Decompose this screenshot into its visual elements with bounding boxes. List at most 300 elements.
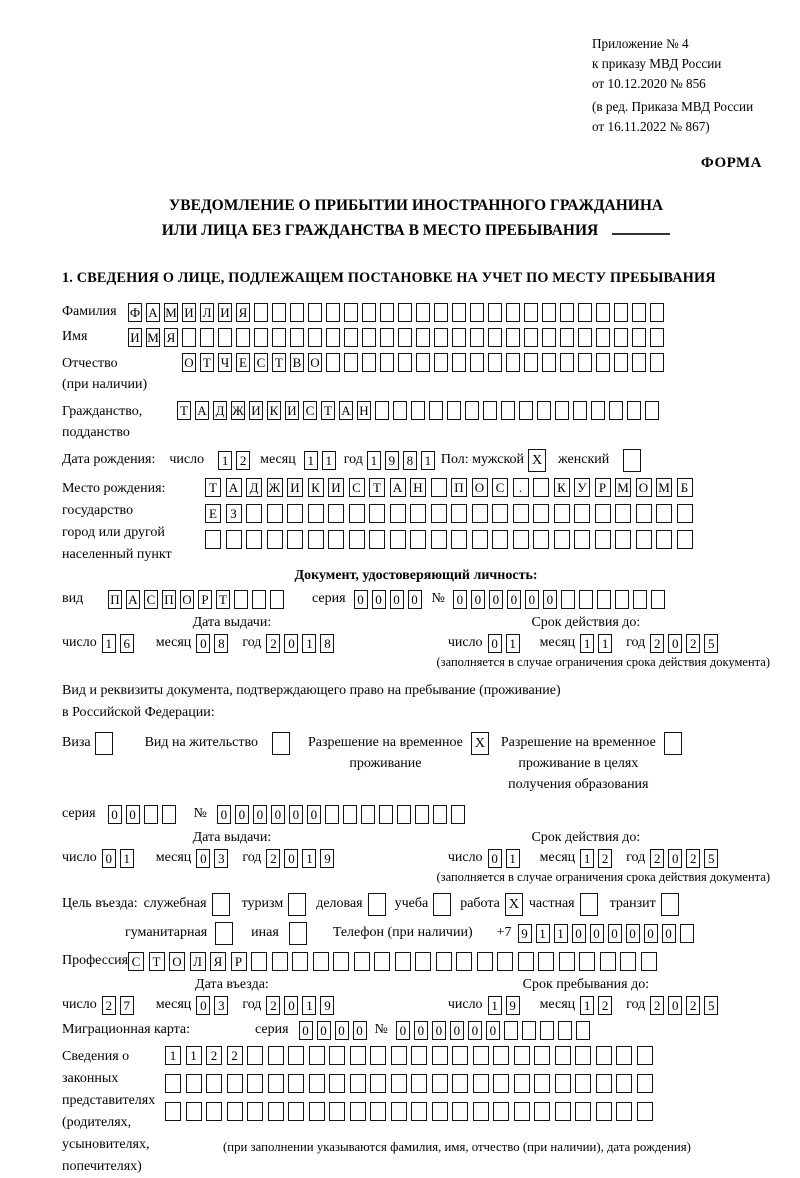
char-box[interactable] xyxy=(227,1074,243,1093)
char-box[interactable] xyxy=(483,401,497,420)
char-box[interactable] xyxy=(328,530,344,549)
char-box[interactable]: 0 xyxy=(488,849,502,868)
char-box[interactable] xyxy=(578,303,592,322)
char-box[interactable] xyxy=(162,805,176,824)
char-box[interactable] xyxy=(370,1046,386,1065)
char-box[interactable] xyxy=(533,530,549,549)
char-box[interactable]: У xyxy=(574,478,590,497)
char-box[interactable] xyxy=(292,952,308,971)
char-box[interactable]: А xyxy=(390,478,406,497)
char-box[interactable]: С xyxy=(349,478,365,497)
char-box[interactable] xyxy=(574,504,590,523)
char-box[interactable] xyxy=(627,401,641,420)
char-box[interactable] xyxy=(560,328,574,347)
char-box[interactable]: 0 xyxy=(414,1021,428,1040)
char-box[interactable]: 1 xyxy=(536,924,550,943)
char-box[interactable]: Я xyxy=(164,328,178,347)
char-box[interactable]: 0 xyxy=(289,805,303,824)
char-box[interactable] xyxy=(288,1102,304,1121)
char-box[interactable]: 1 xyxy=(102,634,116,653)
residence-permit-checkbox[interactable] xyxy=(272,732,290,755)
char-box[interactable] xyxy=(574,530,590,549)
char-box[interactable] xyxy=(205,530,221,549)
char-box[interactable] xyxy=(596,1102,612,1121)
char-box[interactable] xyxy=(416,303,430,322)
char-box[interactable] xyxy=(540,1021,554,1040)
char-box[interactable] xyxy=(637,1102,653,1121)
char-box[interactable] xyxy=(616,1046,632,1065)
char-box[interactable]: И xyxy=(128,328,142,347)
char-box[interactable] xyxy=(522,1021,536,1040)
official-checkbox[interactable] xyxy=(212,893,230,916)
char-box[interactable] xyxy=(308,328,322,347)
char-box[interactable] xyxy=(344,328,358,347)
char-box[interactable]: 2 xyxy=(206,1046,222,1065)
char-box[interactable] xyxy=(524,303,538,322)
char-box[interactable] xyxy=(534,1074,550,1093)
char-box[interactable] xyxy=(434,328,448,347)
char-box[interactable]: 1 xyxy=(302,849,316,868)
char-box[interactable]: О xyxy=(636,478,652,497)
char-box[interactable] xyxy=(397,805,411,824)
char-box[interactable] xyxy=(533,478,549,497)
char-box[interactable] xyxy=(451,504,467,523)
char-box[interactable] xyxy=(268,1046,284,1065)
char-box[interactable]: 0 xyxy=(217,805,231,824)
char-box[interactable] xyxy=(344,353,358,372)
char-box[interactable]: 2 xyxy=(102,996,116,1015)
char-box[interactable] xyxy=(379,805,393,824)
char-box[interactable] xyxy=(542,328,556,347)
char-box[interactable] xyxy=(350,1074,366,1093)
char-box[interactable] xyxy=(504,1021,518,1040)
char-box[interactable]: О xyxy=(308,353,322,372)
char-box[interactable] xyxy=(534,1102,550,1121)
char-box[interactable] xyxy=(451,805,465,824)
char-box[interactable] xyxy=(362,303,376,322)
char-box[interactable] xyxy=(361,805,375,824)
char-box[interactable] xyxy=(290,328,304,347)
char-box[interactable]: А xyxy=(126,590,140,609)
char-box[interactable]: Т xyxy=(321,401,335,420)
sex-female-checkbox[interactable] xyxy=(623,449,641,472)
char-box[interactable] xyxy=(633,590,647,609)
char-box[interactable] xyxy=(452,1074,468,1093)
char-box[interactable]: Т xyxy=(369,478,385,497)
char-box[interactable]: 8 xyxy=(403,451,417,470)
char-box[interactable] xyxy=(447,401,461,420)
char-box[interactable]: 2 xyxy=(686,849,700,868)
char-box[interactable]: 2 xyxy=(686,634,700,653)
char-box[interactable]: С xyxy=(254,353,268,372)
char-box[interactable] xyxy=(234,590,248,609)
char-box[interactable] xyxy=(344,303,358,322)
char-box[interactable] xyxy=(165,1074,181,1093)
char-box[interactable] xyxy=(645,401,659,420)
char-box[interactable] xyxy=(431,530,447,549)
char-box[interactable]: И xyxy=(249,401,263,420)
char-box[interactable]: 0 xyxy=(335,1021,349,1040)
char-box[interactable] xyxy=(473,1074,489,1093)
char-box[interactable]: Т xyxy=(205,478,221,497)
char-box[interactable]: 1 xyxy=(165,1046,181,1065)
char-box[interactable] xyxy=(506,328,520,347)
char-box[interactable] xyxy=(537,401,551,420)
char-box[interactable] xyxy=(329,1046,345,1065)
char-box[interactable]: Н xyxy=(357,401,371,420)
char-box[interactable] xyxy=(579,590,593,609)
char-box[interactable] xyxy=(290,303,304,322)
char-box[interactable] xyxy=(600,952,616,971)
char-box[interactable] xyxy=(473,1046,489,1065)
char-box[interactable]: И xyxy=(218,303,232,322)
other-checkbox[interactable] xyxy=(289,922,307,945)
char-box[interactable] xyxy=(411,1046,427,1065)
char-box[interactable] xyxy=(650,328,664,347)
char-box[interactable]: И xyxy=(287,478,303,497)
char-box[interactable]: 0 xyxy=(354,590,368,609)
char-box[interactable]: П xyxy=(108,590,122,609)
char-box[interactable] xyxy=(614,328,628,347)
char-box[interactable] xyxy=(533,504,549,523)
char-box[interactable] xyxy=(350,1102,366,1121)
char-box[interactable]: И xyxy=(328,478,344,497)
char-box[interactable]: 0 xyxy=(590,924,604,943)
char-box[interactable] xyxy=(333,952,349,971)
char-box[interactable]: 0 xyxy=(126,805,140,824)
char-box[interactable] xyxy=(578,353,592,372)
char-box[interactable]: 0 xyxy=(488,634,502,653)
char-box[interactable] xyxy=(656,504,672,523)
char-box[interactable]: М xyxy=(147,329,159,345)
char-box[interactable] xyxy=(614,303,628,322)
char-box[interactable] xyxy=(254,328,268,347)
char-box[interactable] xyxy=(325,805,339,824)
char-box[interactable] xyxy=(513,504,529,523)
char-box[interactable] xyxy=(390,530,406,549)
char-box[interactable] xyxy=(434,303,448,322)
char-box[interactable] xyxy=(362,353,376,372)
char-box[interactable] xyxy=(391,1074,407,1093)
char-box[interactable]: А xyxy=(339,401,353,420)
char-box[interactable]: К xyxy=(554,478,570,497)
char-box[interactable]: 0 xyxy=(486,1021,500,1040)
char-box[interactable] xyxy=(555,1102,571,1121)
char-box[interactable]: 0 xyxy=(644,924,658,943)
char-box[interactable] xyxy=(506,353,520,372)
char-box[interactable] xyxy=(432,1074,448,1093)
char-box[interactable] xyxy=(560,353,574,372)
char-box[interactable]: О xyxy=(180,590,194,609)
char-box[interactable] xyxy=(410,530,426,549)
char-box[interactable]: Я xyxy=(236,303,250,322)
char-box[interactable]: 3 xyxy=(214,849,228,868)
char-box[interactable] xyxy=(492,530,508,549)
char-box[interactable] xyxy=(518,952,534,971)
char-box[interactable] xyxy=(144,805,158,824)
char-box[interactable]: 1 xyxy=(302,996,316,1015)
char-box[interactable] xyxy=(288,1046,304,1065)
char-box[interactable]: 3 xyxy=(214,996,228,1015)
char-box[interactable]: Е xyxy=(236,353,250,372)
char-box[interactable]: Н xyxy=(410,478,426,497)
char-box[interactable] xyxy=(616,1102,632,1121)
char-box[interactable] xyxy=(554,530,570,549)
char-box[interactable] xyxy=(609,401,623,420)
char-box[interactable] xyxy=(350,1046,366,1065)
char-box[interactable]: Л xyxy=(190,952,206,971)
char-box[interactable] xyxy=(254,303,268,322)
temp-residence-edu-checkbox[interactable] xyxy=(664,732,682,755)
char-box[interactable] xyxy=(251,952,267,971)
char-box[interactable] xyxy=(434,353,448,372)
char-box[interactable]: Т xyxy=(272,353,286,372)
char-box[interactable] xyxy=(206,1102,222,1121)
char-box[interactable]: П xyxy=(162,590,176,609)
char-box[interactable]: Б xyxy=(677,478,693,497)
char-box[interactable] xyxy=(596,328,610,347)
visa-checkbox[interactable] xyxy=(95,732,113,755)
char-box[interactable] xyxy=(431,504,447,523)
char-box[interactable]: Д xyxy=(213,401,227,420)
char-box[interactable]: 1 xyxy=(304,451,318,470)
char-box[interactable]: Ф xyxy=(129,304,141,320)
char-box[interactable] xyxy=(246,504,262,523)
char-box[interactable] xyxy=(472,530,488,549)
work-checkbox[interactable]: X xyxy=(505,893,523,916)
char-box[interactable] xyxy=(313,952,329,971)
char-box[interactable]: 8 xyxy=(320,634,334,653)
char-box[interactable] xyxy=(636,504,652,523)
char-box[interactable]: 2 xyxy=(650,849,664,868)
char-box[interactable]: 0 xyxy=(390,590,404,609)
char-box[interactable] xyxy=(560,303,574,322)
char-box[interactable] xyxy=(473,1102,489,1121)
char-box[interactable] xyxy=(436,952,452,971)
char-box[interactable]: 2 xyxy=(266,996,280,1015)
char-box[interactable]: 0 xyxy=(608,924,622,943)
char-box[interactable]: 2 xyxy=(266,849,280,868)
char-box[interactable] xyxy=(380,328,394,347)
char-box[interactable]: Ж xyxy=(267,478,283,497)
char-box[interactable]: 0 xyxy=(668,996,682,1015)
char-box[interactable] xyxy=(247,1102,263,1121)
char-box[interactable] xyxy=(432,1102,448,1121)
char-box[interactable]: Р xyxy=(595,478,611,497)
char-box[interactable]: 5 xyxy=(704,996,718,1015)
char-box[interactable] xyxy=(308,504,324,523)
char-box[interactable] xyxy=(620,952,636,971)
char-box[interactable]: С xyxy=(128,952,144,971)
temp-residence-checkbox[interactable]: X xyxy=(471,732,489,755)
char-box[interactable] xyxy=(416,328,430,347)
char-box[interactable]: 1 xyxy=(302,634,316,653)
char-box[interactable] xyxy=(309,1102,325,1121)
char-box[interactable] xyxy=(596,1046,612,1065)
char-box[interactable]: 0 xyxy=(196,996,210,1015)
char-box[interactable]: З xyxy=(226,504,242,523)
char-box[interactable]: 2 xyxy=(598,996,612,1015)
char-box[interactable] xyxy=(374,952,390,971)
char-box[interactable] xyxy=(429,401,443,420)
char-box[interactable] xyxy=(452,1046,468,1065)
char-box[interactable] xyxy=(488,303,502,322)
char-box[interactable] xyxy=(650,303,664,322)
char-box[interactable] xyxy=(326,353,340,372)
char-box[interactable]: 0 xyxy=(317,1021,331,1040)
char-box[interactable]: 0 xyxy=(450,1021,464,1040)
char-box[interactable] xyxy=(641,952,657,971)
char-box[interactable] xyxy=(452,328,466,347)
char-box[interactable] xyxy=(614,353,628,372)
char-box[interactable] xyxy=(326,303,340,322)
char-box[interactable] xyxy=(534,1046,550,1065)
char-box[interactable]: Р xyxy=(231,952,247,971)
char-box[interactable] xyxy=(637,1074,653,1093)
char-box[interactable]: А xyxy=(195,401,209,420)
char-box[interactable] xyxy=(309,1074,325,1093)
char-box[interactable] xyxy=(576,1021,590,1040)
char-box[interactable] xyxy=(595,504,611,523)
char-box[interactable]: 7 xyxy=(120,996,134,1015)
char-box[interactable] xyxy=(431,478,447,497)
char-box[interactable]: 0 xyxy=(468,1021,482,1040)
char-box[interactable] xyxy=(390,504,406,523)
char-box[interactable] xyxy=(349,530,365,549)
char-box[interactable] xyxy=(411,401,425,420)
char-box[interactable]: 0 xyxy=(284,996,298,1015)
char-box[interactable]: О xyxy=(182,353,196,372)
char-box[interactable] xyxy=(415,805,429,824)
char-box[interactable] xyxy=(182,328,196,347)
char-box[interactable] xyxy=(380,303,394,322)
char-box[interactable] xyxy=(575,1102,591,1121)
sex-male-checkbox[interactable]: X xyxy=(528,449,546,472)
char-box[interactable] xyxy=(615,590,629,609)
char-box[interactable]: 1 xyxy=(322,451,336,470)
char-box[interactable]: М xyxy=(165,304,177,320)
char-box[interactable]: В xyxy=(290,353,304,372)
char-box[interactable] xyxy=(270,590,284,609)
char-box[interactable]: 0 xyxy=(353,1021,367,1040)
char-box[interactable] xyxy=(391,1102,407,1121)
char-box[interactable]: О xyxy=(472,478,488,497)
tourism-checkbox[interactable] xyxy=(288,893,306,916)
char-box[interactable] xyxy=(615,530,631,549)
char-box[interactable] xyxy=(328,504,344,523)
char-box[interactable] xyxy=(524,328,538,347)
char-box[interactable] xyxy=(272,952,288,971)
char-box[interactable]: Р xyxy=(198,590,212,609)
char-box[interactable] xyxy=(362,328,376,347)
char-box[interactable] xyxy=(369,530,385,549)
char-box[interactable]: 1 xyxy=(506,634,520,653)
char-box[interactable]: Т xyxy=(216,590,230,609)
char-box[interactable]: 0 xyxy=(668,849,682,868)
char-box[interactable] xyxy=(272,328,286,347)
char-box[interactable] xyxy=(410,504,426,523)
char-box[interactable] xyxy=(595,530,611,549)
char-box[interactable]: 0 xyxy=(489,590,503,609)
char-box[interactable]: 1 xyxy=(120,849,134,868)
char-box[interactable]: 1 xyxy=(506,849,520,868)
char-box[interactable] xyxy=(493,1102,509,1121)
char-box[interactable] xyxy=(206,1074,222,1093)
char-box[interactable] xyxy=(636,530,652,549)
char-box[interactable]: 9 xyxy=(506,996,520,1015)
char-box[interactable] xyxy=(472,504,488,523)
char-box[interactable] xyxy=(597,590,611,609)
char-box[interactable]: 9 xyxy=(385,451,399,470)
char-box[interactable] xyxy=(470,328,484,347)
char-box[interactable]: Е xyxy=(205,504,221,523)
char-box[interactable] xyxy=(349,504,365,523)
char-box[interactable] xyxy=(465,401,479,420)
char-box[interactable] xyxy=(452,353,466,372)
char-box[interactable]: Д xyxy=(246,478,262,497)
char-box[interactable]: Ч xyxy=(218,353,232,372)
char-box[interactable] xyxy=(591,401,605,420)
char-box[interactable]: А xyxy=(146,303,160,322)
char-box[interactable] xyxy=(596,353,610,372)
char-box[interactable]: 0 xyxy=(235,805,249,824)
char-box[interactable] xyxy=(268,1074,284,1093)
char-box[interactable]: 0 xyxy=(662,924,676,943)
char-box[interactable]: 0 xyxy=(284,634,298,653)
char-box[interactable]: 0 xyxy=(372,590,386,609)
char-box[interactable] xyxy=(632,328,646,347)
char-box[interactable] xyxy=(236,328,250,347)
char-box[interactable] xyxy=(287,530,303,549)
char-box[interactable] xyxy=(632,353,646,372)
char-box[interactable] xyxy=(246,530,262,549)
char-box[interactable]: Т xyxy=(200,353,214,372)
char-box[interactable]: 0 xyxy=(108,805,122,824)
business-checkbox[interactable] xyxy=(368,893,386,916)
char-box[interactable]: 1 xyxy=(186,1046,202,1065)
char-box[interactable] xyxy=(416,353,430,372)
char-box[interactable] xyxy=(309,1046,325,1065)
char-box[interactable] xyxy=(375,401,389,420)
char-box[interactable] xyxy=(393,401,407,420)
char-box[interactable] xyxy=(558,1021,572,1040)
char-box[interactable] xyxy=(165,1102,181,1121)
char-box[interactable] xyxy=(493,1074,509,1093)
char-box[interactable] xyxy=(477,952,493,971)
char-box[interactable] xyxy=(542,353,556,372)
char-box[interactable] xyxy=(488,353,502,372)
char-box[interactable] xyxy=(433,805,447,824)
char-box[interactable] xyxy=(227,1102,243,1121)
char-box[interactable] xyxy=(470,353,484,372)
char-box[interactable]: 0 xyxy=(396,1021,410,1040)
char-box[interactable]: 0 xyxy=(408,590,422,609)
char-box[interactable]: Л xyxy=(200,303,214,322)
char-box[interactable]: Т xyxy=(149,952,165,971)
char-box[interactable] xyxy=(542,303,556,322)
char-box[interactable] xyxy=(252,590,266,609)
char-box[interactable]: 0 xyxy=(507,590,521,609)
char-box[interactable]: 0 xyxy=(668,634,682,653)
char-box[interactable] xyxy=(186,1074,202,1093)
char-box[interactable] xyxy=(398,303,412,322)
char-box[interactable] xyxy=(398,353,412,372)
char-box[interactable] xyxy=(288,1074,304,1093)
char-box[interactable]: 2 xyxy=(686,996,700,1015)
char-box[interactable] xyxy=(452,303,466,322)
char-box[interactable] xyxy=(488,328,502,347)
char-box[interactable] xyxy=(501,401,515,420)
